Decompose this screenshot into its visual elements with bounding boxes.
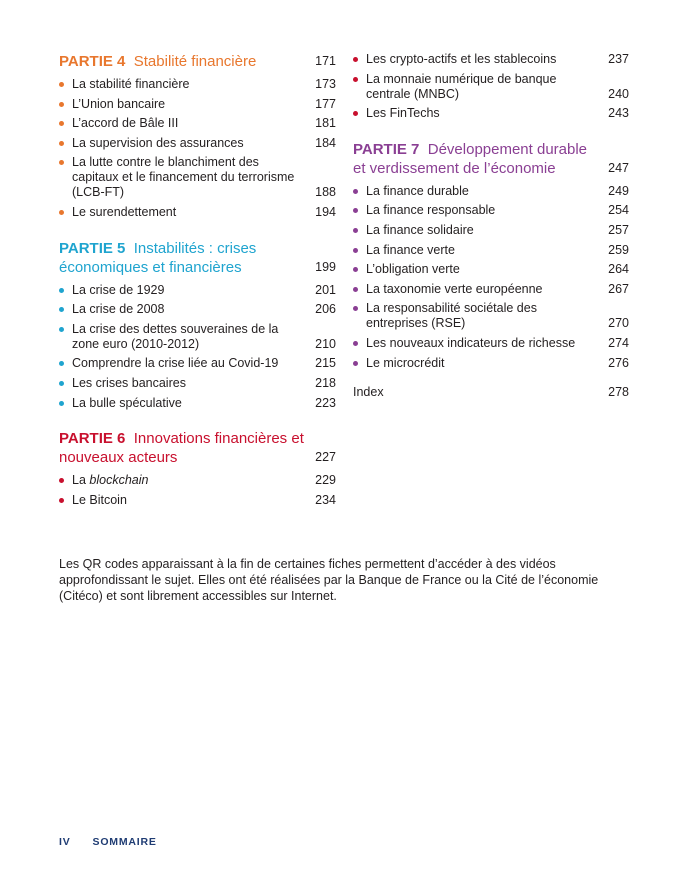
part7-heading[interactable] bbox=[353, 140, 629, 178]
toc-entry-label: L’accord de Bâle III bbox=[72, 116, 179, 131]
part4-number: PARTIE 4 bbox=[59, 53, 126, 70]
toc-entry[interactable] bbox=[353, 336, 629, 351]
toc-entry-page: 181 bbox=[315, 116, 336, 131]
toc-entry[interactable] bbox=[353, 52, 629, 67]
toc-entry[interactable] bbox=[353, 262, 629, 277]
toc-entry[interactable] bbox=[59, 356, 336, 371]
toc-entry-page: 267 bbox=[608, 281, 629, 296]
toc-entry[interactable] bbox=[353, 223, 629, 238]
toc-entry[interactable] bbox=[59, 493, 336, 508]
toc-right-column bbox=[353, 52, 629, 400]
toc-entry-label: La crise des dettes souveraines de la zone euro (2010-2012) bbox=[72, 321, 279, 351]
toc-entry-label: La crise de 2008 bbox=[72, 302, 165, 317]
part7-page: 247 bbox=[608, 160, 629, 175]
toc-entry-page: 259 bbox=[608, 242, 629, 257]
bullet-icon bbox=[353, 361, 358, 366]
part7-number: PARTIE 7 bbox=[353, 140, 420, 158]
toc-entry-label: Les crises bancaires bbox=[72, 375, 186, 390]
bullet-icon bbox=[59, 401, 64, 406]
part5-title-text: Instabilités : crises économiques et financières bbox=[59, 239, 257, 276]
toc-entry-label: La crise de 1929 bbox=[72, 282, 165, 297]
toc-entry-page: 264 bbox=[608, 262, 629, 277]
toc-entry-label: La taxonomie verte européenne bbox=[366, 281, 543, 296]
toc-entry[interactable] bbox=[353, 301, 629, 331]
part6-page: 227 bbox=[315, 450, 336, 465]
running-title: SOMMAIRE bbox=[92, 836, 157, 848]
toc-entry-label: Le Bitcoin bbox=[72, 492, 127, 507]
toc-entry-label: Comprendre la crise liée au Covid-19 bbox=[72, 356, 279, 371]
bullet-icon bbox=[59, 141, 64, 146]
toc-entry[interactable] bbox=[59, 155, 336, 200]
part7-title-text: Développement durable et verdissement de l’économie bbox=[353, 140, 588, 177]
part5-title bbox=[59, 239, 315, 277]
toc-entry-page: 270 bbox=[608, 316, 629, 331]
bullet-icon bbox=[59, 82, 64, 87]
toc-entry-label: Le surendettement bbox=[72, 204, 177, 219]
part5-list bbox=[59, 283, 336, 411]
bullet-icon bbox=[59, 121, 64, 126]
toc-entry-label: La supervision des assurances bbox=[72, 135, 244, 150]
toc-entry-page: 206 bbox=[315, 302, 336, 317]
toc-entry-page: 254 bbox=[608, 203, 629, 218]
bullet-icon bbox=[59, 381, 64, 386]
part4-heading[interactable] bbox=[59, 52, 336, 71]
part7-title bbox=[353, 140, 608, 178]
bullet-icon bbox=[353, 306, 358, 311]
bullet-icon bbox=[59, 361, 64, 366]
part4-title bbox=[59, 52, 315, 71]
part5-page: 199 bbox=[315, 259, 336, 274]
toc-entry-label-emphasis: blockchain bbox=[89, 473, 149, 488]
toc-entry[interactable] bbox=[59, 77, 336, 92]
bullet-icon bbox=[59, 160, 64, 165]
toc-entry[interactable] bbox=[59, 473, 336, 488]
part6-list-left bbox=[59, 473, 336, 508]
toc-entry[interactable] bbox=[59, 376, 336, 391]
toc-entry[interactable] bbox=[353, 243, 629, 258]
index-label: Index bbox=[353, 384, 384, 399]
toc-entry-label: Les nouveaux indicateurs de richesse bbox=[366, 335, 576, 350]
part5-heading[interactable] bbox=[59, 239, 336, 277]
index-entry[interactable] bbox=[353, 385, 629, 400]
part4-title-text: Stabilité financière bbox=[133, 53, 257, 70]
toc-entry-page: 223 bbox=[315, 395, 336, 410]
toc-entry[interactable] bbox=[353, 72, 629, 102]
toc-entry[interactable] bbox=[59, 302, 336, 317]
page-folio: IV bbox=[59, 836, 71, 848]
toc-entry[interactable] bbox=[59, 97, 336, 112]
toc-entry-label: Le microcrédit bbox=[366, 355, 445, 370]
bullet-icon bbox=[353, 228, 358, 233]
bullet-icon bbox=[353, 341, 358, 346]
toc-entry[interactable] bbox=[353, 203, 629, 218]
qr-code-note: Les QR codes apparaissant à la fin de certaines fiches permettent d’accéder à des vidéos approfondissant le sujet. Elles ont été réalisées par la Banque de France ou la Cité de l’économie (Citéco) et sont librement accessibles sur Internet. bbox=[59, 556, 599, 603]
toc-entry-page: 188 bbox=[315, 185, 336, 200]
bullet-icon bbox=[353, 267, 358, 272]
bullet-icon bbox=[59, 102, 64, 107]
toc-entry-page: 240 bbox=[608, 86, 629, 101]
toc-entry-page: 201 bbox=[315, 282, 336, 297]
toc-entry[interactable] bbox=[59, 396, 336, 411]
part6-list-right bbox=[353, 52, 629, 121]
bullet-icon bbox=[59, 498, 64, 503]
toc-entry[interactable] bbox=[353, 356, 629, 371]
bullet-icon bbox=[59, 478, 64, 483]
toc-entry-page: 184 bbox=[315, 135, 336, 150]
toc-entry[interactable] bbox=[59, 205, 336, 220]
toc-entry[interactable] bbox=[353, 282, 629, 297]
toc-entry-page: 173 bbox=[315, 77, 336, 91]
toc-entry-label: Les FinTechs bbox=[366, 106, 440, 121]
toc-entry-page: 194 bbox=[315, 204, 336, 219]
bullet-icon bbox=[353, 189, 358, 194]
bullet-icon bbox=[353, 248, 358, 253]
part6-heading[interactable] bbox=[59, 429, 336, 467]
toc-entry-label: La stabilité financière bbox=[72, 77, 190, 91]
toc-entry-page: 177 bbox=[315, 96, 336, 111]
toc-entry[interactable] bbox=[59, 322, 336, 352]
part7-list bbox=[353, 184, 629, 371]
toc-entry-page: 215 bbox=[315, 356, 336, 371]
part4-list bbox=[59, 77, 336, 220]
toc-left-column bbox=[59, 52, 336, 512]
part6-title-text: Innovations financières et nouveaux acteurs bbox=[59, 430, 304, 467]
bullet-icon bbox=[353, 287, 358, 292]
toc-entry-page: 276 bbox=[608, 355, 629, 370]
toc-entry-label: L’obligation verte bbox=[366, 262, 460, 277]
toc-entry-label: La responsabilité sociétale des entreprises (RSE) bbox=[366, 301, 537, 331]
toc-entry-page: 218 bbox=[315, 375, 336, 390]
toc-entry-label: La finance durable bbox=[366, 183, 469, 198]
toc-entry-label: La lutte contre le blanchiment des capitaux et le financement du terrorisme (LCB-FT) bbox=[72, 155, 295, 200]
toc-entry-page: 234 bbox=[315, 492, 336, 507]
toc-entry-page: 210 bbox=[315, 336, 336, 351]
bullet-icon bbox=[59, 210, 64, 215]
bullet-icon bbox=[353, 208, 358, 213]
toc-entry-label: La finance responsable bbox=[366, 203, 496, 218]
toc-entry-page: 249 bbox=[608, 183, 629, 198]
part6-number: PARTIE 6 bbox=[59, 430, 126, 448]
toc-entry-label: La bulle spéculative bbox=[72, 395, 182, 410]
toc-entry-page: 229 bbox=[315, 473, 336, 488]
toc-entry-page: 274 bbox=[608, 335, 629, 350]
part4-page: 171 bbox=[315, 54, 336, 68]
bullet-icon bbox=[353, 57, 358, 62]
toc-entry-label: La finance verte bbox=[366, 242, 455, 257]
part5-number: PARTIE 5 bbox=[59, 239, 126, 257]
bullet-icon bbox=[353, 77, 358, 82]
toc-entry[interactable] bbox=[353, 106, 629, 121]
toc-entry-page: 237 bbox=[608, 52, 629, 66]
toc-entry-page: 257 bbox=[608, 222, 629, 237]
bullet-icon bbox=[59, 307, 64, 312]
toc-entry[interactable] bbox=[353, 184, 629, 199]
toc-entry-label: La finance solidaire bbox=[366, 222, 474, 237]
toc-entry[interactable] bbox=[59, 136, 336, 151]
toc-entry-label-prefix: La bbox=[72, 473, 90, 488]
toc-entry-label: L’Union bancaire bbox=[72, 96, 166, 111]
bullet-icon bbox=[59, 288, 64, 293]
part6-title bbox=[59, 429, 315, 467]
bullet-icon bbox=[353, 111, 358, 116]
toc-entry-page: 243 bbox=[608, 106, 629, 121]
index-page: 278 bbox=[608, 384, 629, 399]
toc-entry-label: La monnaie numérique de banque centrale (MNBC) bbox=[366, 71, 557, 101]
page-footer bbox=[59, 836, 157, 848]
bullet-icon bbox=[59, 327, 64, 332]
toc-entry[interactable] bbox=[59, 116, 336, 131]
toc-entry[interactable] bbox=[59, 283, 336, 298]
toc-entry-label: Les crypto-actifs et les stablecoins bbox=[366, 52, 557, 66]
